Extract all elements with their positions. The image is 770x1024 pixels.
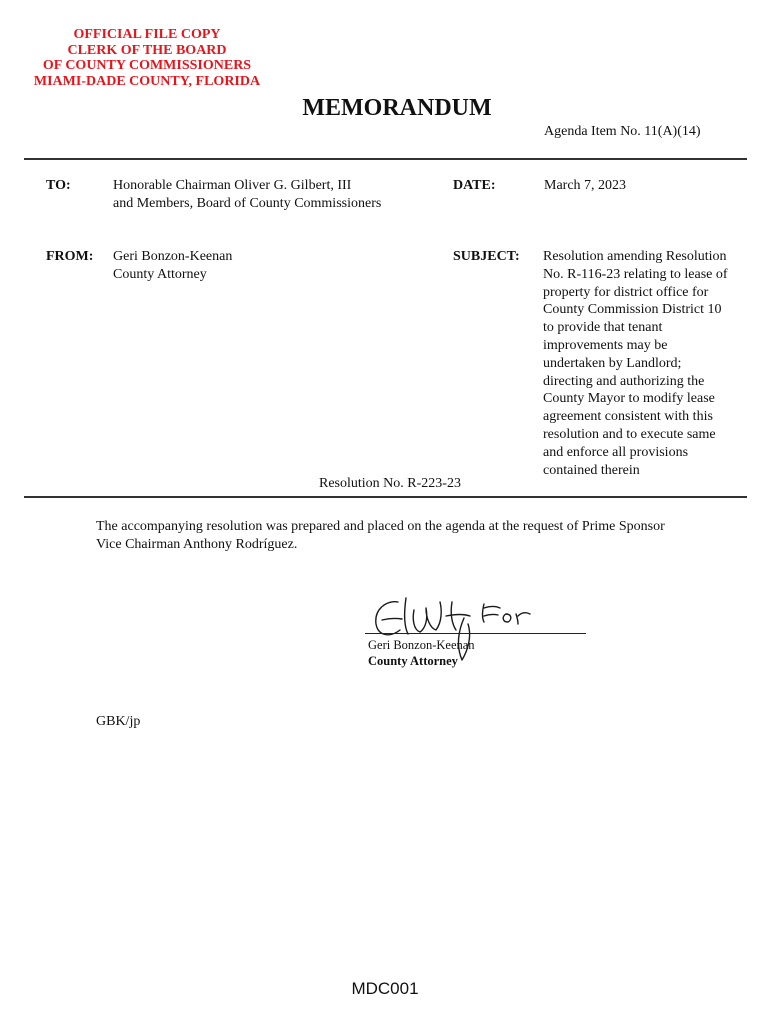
stamp-line: OFFICIAL FILE COPY — [73, 27, 221, 42]
subject-line: agreement consistent with this — [543, 409, 713, 425]
subject-line: property for district office for — [543, 284, 709, 300]
signatory-name: Geri Bonzon-Keenan — [368, 638, 475, 652]
stamp-line: OF COUNTY COMMISSIONERS — [42, 58, 252, 73]
subject-label: SUBJECT: — [453, 249, 520, 264]
official-file-copy-stamp — [0, 27, 294, 89]
subject-line: directing and authorizing the — [543, 373, 705, 389]
from-line: County Attorney — [113, 267, 207, 282]
subject-line: Resolution amending Resolution — [543, 249, 727, 264]
subject-line: resolution and to execute same — [543, 426, 716, 442]
from-label: FROM: — [46, 249, 94, 264]
stamp-line: MIAMI-DADE COUNTY, FLORIDA — [33, 73, 261, 89]
body-line: Vice Chairman Anthony Rodríguez. — [96, 537, 298, 552]
from-line: Geri Bonzon-Keenan — [113, 249, 233, 264]
agenda-item-number: Agenda Item No. 11(A)(14) — [544, 124, 701, 139]
page-footer-id: MDC001 — [351, 979, 419, 998]
memo-date: March 7, 2023 — [544, 178, 627, 193]
body-line: The accompanying resolution was prepared and placed on the agenda at the request of Prime Sponsor — [96, 519, 665, 534]
body-paragraph — [96, 518, 736, 554]
to-line: Honorable Chairman Oliver G. Gilbert, III — [113, 178, 352, 193]
subject-line: improvements may be — [543, 337, 668, 353]
to-recipient — [113, 177, 381, 213]
subject-line: to provide that tenant — [543, 320, 663, 336]
memo-title: MEMORANDUM — [302, 95, 492, 121]
subject-line: County Mayor to modify lease — [543, 391, 715, 407]
resolution-number: Resolution No. R-223-23 — [319, 476, 461, 491]
from-sender — [113, 248, 232, 284]
subject-text — [543, 248, 753, 479]
signatory-title: County Attorney — [368, 654, 458, 668]
date-label: DATE: — [453, 178, 496, 193]
subject-line: contained therein — [543, 462, 640, 478]
signatory-block — [368, 637, 475, 669]
subject-line: undertaken by Landlord; — [543, 355, 682, 371]
body-divider — [24, 496, 747, 498]
subject-line: County Commission District 10 — [543, 302, 722, 318]
to-line: and Members, Board of County Commissioners — [113, 196, 382, 211]
subject-line: No. R-116-23 relating to lease of — [543, 266, 728, 282]
stamp-line: CLERK OF THE BOARD — [67, 42, 227, 58]
typist-initials: GBK/jp — [96, 714, 141, 729]
subject-line: and enforce all provisions — [543, 444, 689, 460]
signature-line — [365, 633, 586, 634]
signature-for-text: For — [486, 624, 488, 625]
to-label: TO: — [46, 178, 71, 193]
header-divider — [24, 158, 747, 160]
